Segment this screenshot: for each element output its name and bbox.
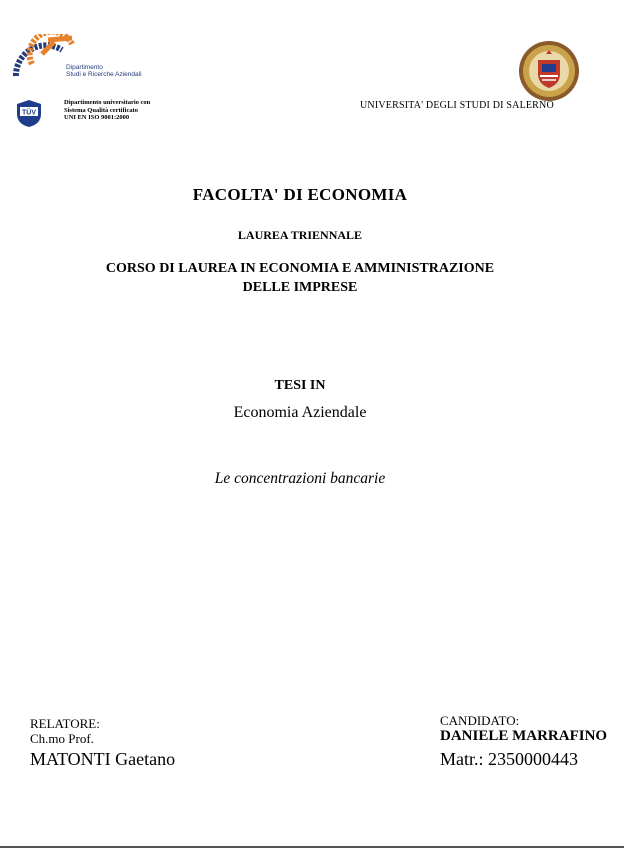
candidate-label: CANDIDATO:	[440, 713, 520, 728]
thesis-label: TESI IN	[274, 378, 326, 393]
thesis-title: Le concentrazioni bancarie	[214, 470, 386, 487]
tuv-certification-badge	[13, 98, 45, 128]
certification-text	[64, 99, 150, 122]
supervisor-label: RELATORE:	[30, 716, 100, 731]
course-name-line1: CORSO DI LAUREA IN ECONOMIA E AMMINISTRAZIONE	[105, 261, 495, 276]
supervisor-name: MATONTI Gaetano	[30, 749, 176, 769]
tuv-badge-label: TÜV	[22, 109, 36, 117]
thesis-subject: Economia Aziendale	[233, 404, 367, 421]
faculty-title: FACOLTA' DI ECONOMIA	[192, 185, 408, 204]
university-seal	[518, 40, 580, 102]
candidate-matricola: Matr.: 2350000443	[440, 749, 578, 769]
department-logo-text	[66, 64, 142, 78]
certification-line-1: Dipartimento universitario con	[64, 99, 151, 106]
course-name	[0, 259, 600, 297]
university-name: UNIVERSITA' DEGLI STUDI DI SALERNO	[360, 100, 554, 111]
department-logo-line1: Dipartimento	[66, 64, 103, 71]
course-name-line2: DELLE IMPRESE	[242, 280, 358, 295]
department-logo-line2: Studi e Ricerche Aziendali	[66, 71, 142, 78]
certification-line-3: UNI EN ISO 9001:2000	[64, 114, 130, 121]
page-bottom-rule	[0, 846, 624, 848]
degree-type: LAUREA TRIENNALE	[237, 228, 363, 242]
candidate-name: DANIELE MARRAFINO	[440, 728, 608, 744]
supervisor-title: Ch.mo Prof.	[30, 731, 94, 746]
certification-line-2: Sistema Qualità certificato	[64, 106, 139, 114]
